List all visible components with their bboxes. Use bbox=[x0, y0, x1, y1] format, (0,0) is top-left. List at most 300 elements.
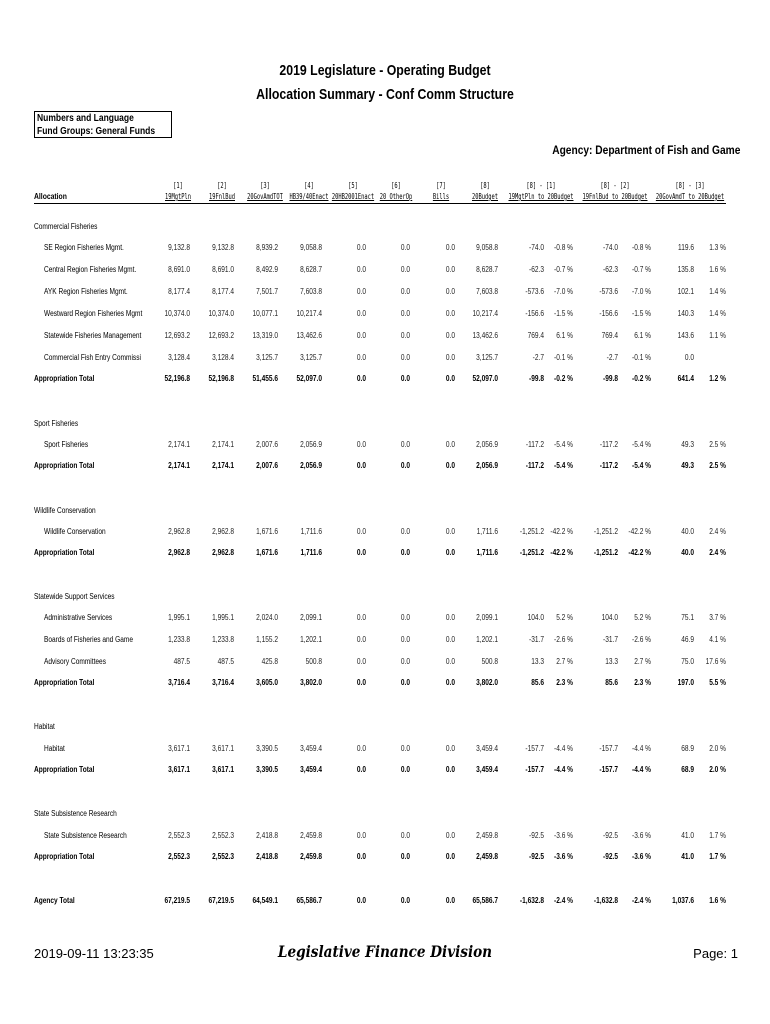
cell-value: 10,217.4 bbox=[472, 309, 498, 318]
cell-value: 2.5 % bbox=[709, 461, 726, 470]
cell-value: -99.8 bbox=[603, 374, 618, 383]
cell-value: -5.4 % bbox=[632, 461, 651, 470]
cell-value: 0.0 bbox=[356, 896, 366, 905]
cell-value: 0.0 bbox=[356, 374, 366, 383]
cell-value: 2.0 % bbox=[709, 744, 726, 753]
cell-value: 8,628.7 bbox=[300, 265, 322, 274]
cell-value: 75.1 bbox=[681, 613, 694, 622]
cell-value: 51,455.6 bbox=[252, 374, 278, 383]
cell-value: 487.5 bbox=[217, 657, 234, 666]
column-header bbox=[374, 180, 417, 202]
cell-value: 3,605.0 bbox=[256, 678, 278, 687]
cell-value: 3,459.4 bbox=[300, 765, 322, 774]
cell-value: 2,962.8 bbox=[168, 548, 190, 557]
cell-value: 3,617.1 bbox=[212, 765, 234, 774]
cell-value: -3.6 % bbox=[632, 831, 651, 840]
agency-name: Agency: Department of Fish and Game bbox=[551, 143, 740, 157]
cell-value: 0.0 bbox=[445, 852, 455, 861]
cell-value: 0.0 bbox=[400, 243, 410, 252]
cell-value: 2.0 % bbox=[709, 765, 726, 774]
total-row bbox=[0, 678, 770, 692]
cell-value: 0.0 bbox=[400, 331, 410, 340]
cell-value: 2,418.8 bbox=[256, 831, 278, 840]
cell-value: -3.6 % bbox=[554, 852, 573, 861]
cell-value: 0.0 bbox=[400, 353, 410, 362]
cell-value: -117.2 bbox=[599, 440, 618, 449]
cell-value: 2,007.6 bbox=[256, 461, 278, 470]
cell-value: 6.1 % bbox=[556, 331, 573, 340]
column-label: 19MgtPln bbox=[164, 192, 192, 201]
cell-value: 5.2 % bbox=[634, 613, 651, 622]
fund-box-line1: Numbers and Language bbox=[37, 113, 134, 124]
table-row bbox=[0, 440, 770, 454]
cell-value: -117.2 bbox=[525, 461, 544, 470]
cell-value: 8,691.0 bbox=[168, 265, 190, 274]
cell-value: -1,632.8 bbox=[519, 896, 544, 905]
cell-value: -7.0 % bbox=[554, 287, 573, 296]
cell-value: -1.5 % bbox=[554, 309, 573, 318]
cell-value: 2,459.8 bbox=[476, 831, 498, 840]
cell-value: 2,962.8 bbox=[212, 527, 234, 536]
total-row bbox=[0, 548, 770, 562]
cell-value: 0.0 bbox=[356, 548, 366, 557]
cell-value: 425.8 bbox=[261, 657, 278, 666]
cell-value: 0.0 bbox=[400, 896, 410, 905]
column-index: [7] bbox=[436, 181, 446, 190]
row-label: Boards of Fisheries and Game bbox=[44, 635, 133, 644]
cell-value: 12,693.2 bbox=[164, 331, 190, 340]
cell-value: 104.0 bbox=[601, 613, 618, 622]
column-header bbox=[463, 180, 506, 202]
cell-value: -92.5 bbox=[529, 852, 544, 861]
row-label: Commercial Fish Entry Commissi bbox=[44, 353, 141, 362]
cell-value: 85.6 bbox=[531, 678, 544, 687]
cell-value: 0.0 bbox=[400, 657, 410, 666]
cell-value: -1,251.2 bbox=[519, 527, 544, 536]
cell-value: 2,459.8 bbox=[300, 831, 322, 840]
cell-value: 1,202.1 bbox=[476, 635, 498, 644]
cell-value: -0.1 % bbox=[632, 353, 651, 362]
cell-value: -31.7 bbox=[529, 635, 544, 644]
row-label: Appropriation Total bbox=[34, 852, 95, 861]
cell-value: 49.3 bbox=[681, 440, 694, 449]
column-index: [2] bbox=[217, 181, 227, 190]
cell-value: -62.3 bbox=[603, 265, 618, 274]
cell-value: -99.8 bbox=[529, 374, 544, 383]
column-header bbox=[423, 180, 459, 202]
column-index: [8] - [1] bbox=[526, 181, 556, 190]
cell-value: 1.6 % bbox=[709, 896, 726, 905]
cell-value: -0.8 % bbox=[632, 243, 651, 252]
cell-value: 67,219.5 bbox=[164, 896, 190, 905]
cell-value: 0.0 bbox=[445, 353, 455, 362]
cell-value: 40.0 bbox=[681, 527, 694, 536]
cell-value: -62.3 bbox=[529, 265, 544, 274]
cell-value: 3,128.4 bbox=[212, 353, 234, 362]
cell-value: 1.1 % bbox=[709, 331, 726, 340]
cell-value: 0.0 bbox=[400, 461, 410, 470]
cell-value: 0.0 bbox=[356, 635, 366, 644]
cell-value: 2,024.0 bbox=[256, 613, 278, 622]
cell-value: 0.0 bbox=[356, 440, 366, 449]
row-label: Sport Fisheries bbox=[34, 419, 79, 428]
cell-value: 0.0 bbox=[356, 657, 366, 666]
cell-value: 1,671.6 bbox=[256, 527, 278, 536]
cell-value: 8,492.9 bbox=[256, 265, 278, 274]
cell-value: -5.4 % bbox=[554, 440, 573, 449]
cell-value: 2.4 % bbox=[709, 527, 726, 536]
cell-value: 119.6 bbox=[678, 243, 694, 252]
cell-value: -1.5 % bbox=[632, 309, 651, 318]
cell-value: 0.0 bbox=[400, 527, 410, 536]
cell-value: 1,711.6 bbox=[476, 548, 498, 557]
cell-value: 2,552.3 bbox=[168, 852, 190, 861]
cell-value: 40.0 bbox=[681, 548, 694, 557]
column-index: [3] bbox=[260, 181, 270, 190]
cell-value: 8,939.2 bbox=[256, 243, 278, 252]
column-header bbox=[654, 180, 726, 202]
cell-value: -3.6 % bbox=[632, 852, 651, 861]
cell-value: 0.0 bbox=[356, 265, 366, 274]
cell-value: 52,196.8 bbox=[164, 374, 190, 383]
cell-value: 0.0 bbox=[400, 765, 410, 774]
cell-value: -92.5 bbox=[603, 831, 618, 840]
row-label: Appropriation Total bbox=[34, 765, 95, 774]
cell-value: 6.1 % bbox=[634, 331, 651, 340]
group-heading-row bbox=[0, 419, 770, 433]
cell-value: 1.6 % bbox=[709, 265, 726, 274]
row-label: Administrative Services bbox=[44, 613, 113, 622]
cell-value: 0.0 bbox=[400, 287, 410, 296]
row-label: SE Region Fisheries Mgmt. bbox=[44, 243, 124, 252]
cell-value: -0.8 % bbox=[554, 243, 573, 252]
table-row bbox=[0, 265, 770, 279]
cell-value: 5.2 % bbox=[556, 613, 573, 622]
cell-value: 52,097.0 bbox=[472, 374, 498, 383]
cell-value: 0.0 bbox=[445, 744, 455, 753]
cell-value: 0.0 bbox=[356, 287, 366, 296]
cell-value: 3,459.4 bbox=[476, 744, 498, 753]
cell-value: 0.0 bbox=[356, 852, 366, 861]
cell-value: 0.0 bbox=[400, 831, 410, 840]
column-label: 19FnlBud bbox=[208, 192, 236, 201]
total-row bbox=[0, 852, 770, 866]
table-row bbox=[0, 243, 770, 257]
cell-value: -1,251.2 bbox=[593, 548, 618, 557]
cell-value: 9,058.8 bbox=[300, 243, 322, 252]
cell-value: 2,174.1 bbox=[212, 461, 234, 470]
column-header bbox=[328, 180, 378, 202]
cell-value: 0.0 bbox=[400, 440, 410, 449]
cell-value: 8,177.4 bbox=[212, 287, 234, 296]
row-label: Appropriation Total bbox=[34, 461, 95, 470]
cell-value: 3,128.4 bbox=[168, 353, 190, 362]
cell-value: 2,459.8 bbox=[476, 852, 498, 861]
group-heading-row bbox=[0, 809, 770, 823]
column-index: [4] bbox=[304, 181, 314, 190]
cell-value: 1.7 % bbox=[709, 852, 726, 861]
cell-value: 9,058.8 bbox=[476, 243, 498, 252]
cell-value: 0.0 bbox=[356, 243, 366, 252]
total-row bbox=[0, 374, 770, 388]
cell-value: 10,374.0 bbox=[208, 309, 234, 318]
row-label: Wildlife Conservation bbox=[34, 506, 96, 515]
column-label: Bills bbox=[432, 192, 450, 201]
column-header bbox=[240, 180, 290, 202]
cell-value: 0.0 bbox=[400, 678, 410, 687]
cell-value: -573.6 bbox=[525, 287, 544, 296]
cell-value: 1.4 % bbox=[709, 309, 726, 318]
row-label: Appropriation Total bbox=[34, 374, 95, 383]
cell-value: 2.3 % bbox=[556, 678, 573, 687]
allocation-column-header: Allocation bbox=[34, 192, 67, 201]
cell-value: 52,196.8 bbox=[208, 374, 234, 383]
cell-value: 3.7 % bbox=[709, 613, 726, 622]
table-row bbox=[0, 287, 770, 301]
cell-value: 0.0 bbox=[445, 831, 455, 840]
cell-value: 75.0 bbox=[681, 657, 694, 666]
cell-value: 2,174.1 bbox=[168, 440, 190, 449]
division-signature: Legislative Finance Division bbox=[277, 942, 493, 961]
table-row bbox=[0, 353, 770, 367]
cell-value: 0.0 bbox=[445, 548, 455, 557]
column-label: 19FnlBud to 20Budget bbox=[582, 192, 648, 201]
cell-value: 8,628.7 bbox=[476, 265, 498, 274]
cell-value: 0.0 bbox=[400, 265, 410, 274]
table-row bbox=[0, 309, 770, 323]
cell-value: 0.0 bbox=[356, 331, 366, 340]
cell-value: 2,174.1 bbox=[168, 461, 190, 470]
column-label: 20 OtherOp bbox=[379, 192, 413, 201]
cell-value: 2.4 % bbox=[709, 548, 726, 557]
cell-value: -117.2 bbox=[599, 461, 618, 470]
cell-value: 10,374.0 bbox=[164, 309, 190, 318]
row-label: Westward Region Fisheries Mgmt bbox=[44, 309, 143, 318]
report-title: 2019 Legislature - Operating Budget bbox=[279, 62, 491, 79]
row-label: Appropriation Total bbox=[34, 678, 95, 687]
cell-value: 3,459.4 bbox=[300, 744, 322, 753]
column-header bbox=[284, 180, 334, 202]
row-label: Commercial Fisheries bbox=[34, 222, 98, 231]
table-row bbox=[0, 831, 770, 845]
cell-value: 0.0 bbox=[356, 613, 366, 622]
row-label: Central Region Fisheries Mgmt. bbox=[44, 265, 137, 274]
cell-value: -0.7 % bbox=[554, 265, 573, 274]
cell-value: 64,549.1 bbox=[252, 896, 278, 905]
cell-value: -42.2 % bbox=[628, 527, 651, 536]
cell-value: 1,037.6 bbox=[672, 896, 694, 905]
total-row bbox=[0, 461, 770, 475]
cell-value: 140.3 bbox=[677, 309, 694, 318]
table-row bbox=[0, 744, 770, 758]
cell-value: 0.0 bbox=[400, 374, 410, 383]
cell-value: -1,251.2 bbox=[519, 548, 544, 557]
cell-value: 13,319.0 bbox=[252, 331, 278, 340]
cell-value: 1,671.6 bbox=[256, 548, 278, 557]
cell-value: -42.2 % bbox=[550, 527, 573, 536]
cell-value: 46.9 bbox=[681, 635, 694, 644]
cell-value: 3,125.7 bbox=[300, 353, 322, 362]
cell-value: 0.0 bbox=[400, 852, 410, 861]
cell-value: -2.6 % bbox=[554, 635, 573, 644]
cell-value: 1.7 % bbox=[709, 831, 726, 840]
cell-value: 0.0 bbox=[356, 678, 366, 687]
cell-value: 12,693.2 bbox=[208, 331, 234, 340]
column-index: [5] bbox=[348, 181, 358, 190]
cell-value: -2.7 bbox=[606, 353, 618, 362]
group-heading-row bbox=[0, 222, 770, 236]
cell-value: 2,418.8 bbox=[256, 852, 278, 861]
cell-value: 1.2 % bbox=[709, 374, 726, 383]
cell-value: 7,501.7 bbox=[256, 287, 278, 296]
cell-value: -4.4 % bbox=[632, 744, 651, 753]
cell-value: -42.2 % bbox=[550, 548, 573, 557]
cell-value: -4.4 % bbox=[554, 744, 573, 753]
cell-value: 3,802.0 bbox=[300, 678, 322, 687]
cell-value: -0.1 % bbox=[554, 353, 573, 362]
cell-value: 0.0 bbox=[445, 527, 455, 536]
cell-value: -0.2 % bbox=[632, 374, 651, 383]
cell-value: 8,177.4 bbox=[168, 287, 190, 296]
cell-value: 3,716.4 bbox=[212, 678, 234, 687]
cell-value: 500.8 bbox=[481, 657, 498, 666]
cell-value: 2,459.8 bbox=[300, 852, 322, 861]
cell-value: 3,617.1 bbox=[212, 744, 234, 753]
cell-value: 2,056.9 bbox=[476, 461, 498, 470]
row-label: Wildlife Conservation bbox=[44, 527, 106, 536]
cell-value: 5.5 % bbox=[709, 678, 726, 687]
cell-value: 2.3 % bbox=[634, 678, 651, 687]
cell-value: -157.7 bbox=[525, 744, 544, 753]
column-label: 20HB2001Enact bbox=[331, 192, 375, 201]
cell-value: 0.0 bbox=[356, 744, 366, 753]
cell-value: -156.6 bbox=[525, 309, 544, 318]
cell-value: 1,995.1 bbox=[168, 613, 190, 622]
cell-value: 3,716.4 bbox=[168, 678, 190, 687]
cell-value: 2,099.1 bbox=[300, 613, 322, 622]
cell-value: -92.5 bbox=[603, 852, 618, 861]
cell-value: -157.7 bbox=[599, 744, 618, 753]
row-label: Habitat bbox=[34, 722, 55, 731]
cell-value: 10,217.4 bbox=[296, 309, 322, 318]
cell-value: -2.6 % bbox=[632, 635, 651, 644]
cell-value: -157.7 bbox=[599, 765, 618, 774]
cell-value: 1,995.1 bbox=[212, 613, 234, 622]
cell-value: 2,174.1 bbox=[212, 440, 234, 449]
column-header bbox=[505, 180, 577, 202]
cell-value: 0.0 bbox=[356, 831, 366, 840]
column-header bbox=[200, 180, 243, 202]
cell-value: 769.4 bbox=[601, 331, 618, 340]
header-rule bbox=[34, 203, 726, 204]
cell-value: 0.0 bbox=[445, 243, 455, 252]
table-row bbox=[0, 657, 770, 671]
cell-value: 67,219.5 bbox=[208, 896, 234, 905]
cell-value: 1,711.6 bbox=[300, 548, 322, 557]
cell-value: -74.0 bbox=[529, 243, 544, 252]
column-label: HB39/40Enact bbox=[289, 192, 329, 201]
cell-value: 0.0 bbox=[356, 527, 366, 536]
cell-value: 65,586.7 bbox=[296, 896, 322, 905]
cell-value: -117.2 bbox=[525, 440, 544, 449]
cell-value: 0.0 bbox=[445, 374, 455, 383]
total-row bbox=[0, 765, 770, 779]
cell-value: 13,462.6 bbox=[472, 331, 498, 340]
cell-value: -4.4 % bbox=[632, 765, 651, 774]
cell-value: 1.4 % bbox=[709, 287, 726, 296]
cell-value: 0.0 bbox=[445, 613, 455, 622]
cell-value: -5.4 % bbox=[554, 461, 573, 470]
cell-value: 102.1 bbox=[677, 287, 694, 296]
cell-value: 2,552.3 bbox=[212, 852, 234, 861]
cell-value: 3,125.7 bbox=[476, 353, 498, 362]
cell-value: -2.7 bbox=[532, 353, 544, 362]
cell-value: 13,462.6 bbox=[296, 331, 322, 340]
cell-value: 0.0 bbox=[356, 309, 366, 318]
total-row bbox=[0, 896, 770, 910]
page-number: Page: 1 bbox=[693, 946, 738, 961]
cell-value: 1,202.1 bbox=[300, 635, 322, 644]
report-timestamp: 2019-09-11 13:23:35 bbox=[34, 946, 154, 961]
column-label: 19MgtPln to 20Budget bbox=[508, 192, 574, 201]
column-header bbox=[156, 180, 199, 202]
cell-value: -7.0 % bbox=[632, 287, 651, 296]
cell-value: 2,056.9 bbox=[300, 461, 322, 470]
cell-value: 1,155.2 bbox=[256, 635, 278, 644]
cell-value: -0.7 % bbox=[632, 265, 651, 274]
cell-value: -31.7 bbox=[603, 635, 618, 644]
row-label: AYK Region Fisheries Mgmt. bbox=[44, 287, 128, 296]
cell-value: 0.0 bbox=[445, 461, 455, 470]
cell-value: 68.9 bbox=[681, 765, 694, 774]
cell-value: 135.8 bbox=[677, 265, 694, 274]
cell-value: 104.0 bbox=[527, 613, 544, 622]
cell-value: 4.1 % bbox=[709, 635, 726, 644]
cell-value: -5.4 % bbox=[632, 440, 651, 449]
column-label: 20Budget bbox=[471, 192, 499, 201]
cell-value: 0.0 bbox=[445, 678, 455, 687]
table-row bbox=[0, 635, 770, 649]
row-label: State Subsistence Research bbox=[44, 831, 127, 840]
cell-value: 0.0 bbox=[445, 440, 455, 449]
cell-value: 85.6 bbox=[605, 678, 618, 687]
cell-value: 1,711.6 bbox=[300, 527, 322, 536]
cell-value: 0.0 bbox=[400, 548, 410, 557]
cell-value: 0.0 bbox=[445, 287, 455, 296]
cell-value: 0.0 bbox=[445, 309, 455, 318]
cell-value: 52,097.0 bbox=[296, 374, 322, 383]
cell-value: -0.2 % bbox=[554, 374, 573, 383]
cell-value: 0.0 bbox=[400, 744, 410, 753]
row-label: Sport Fisheries bbox=[44, 440, 89, 449]
cell-value: 3,390.5 bbox=[256, 765, 278, 774]
cell-value: -156.6 bbox=[599, 309, 618, 318]
cell-value: 2,962.8 bbox=[168, 527, 190, 536]
cell-value: 500.8 bbox=[305, 657, 322, 666]
column-index: [8] - [2] bbox=[600, 181, 630, 190]
cell-value: 0.0 bbox=[356, 461, 366, 470]
cell-value: 0.0 bbox=[445, 635, 455, 644]
cell-value: 2,099.1 bbox=[476, 613, 498, 622]
cell-value: 0.0 bbox=[445, 265, 455, 274]
cell-value: 0.0 bbox=[684, 353, 694, 362]
table-row bbox=[0, 613, 770, 627]
row-label: Statewide Fisheries Management bbox=[44, 331, 142, 340]
cell-value: 487.5 bbox=[173, 657, 190, 666]
cell-value: -4.4 % bbox=[554, 765, 573, 774]
row-label: Advisory Committees bbox=[44, 657, 106, 666]
cell-value: 0.0 bbox=[445, 331, 455, 340]
